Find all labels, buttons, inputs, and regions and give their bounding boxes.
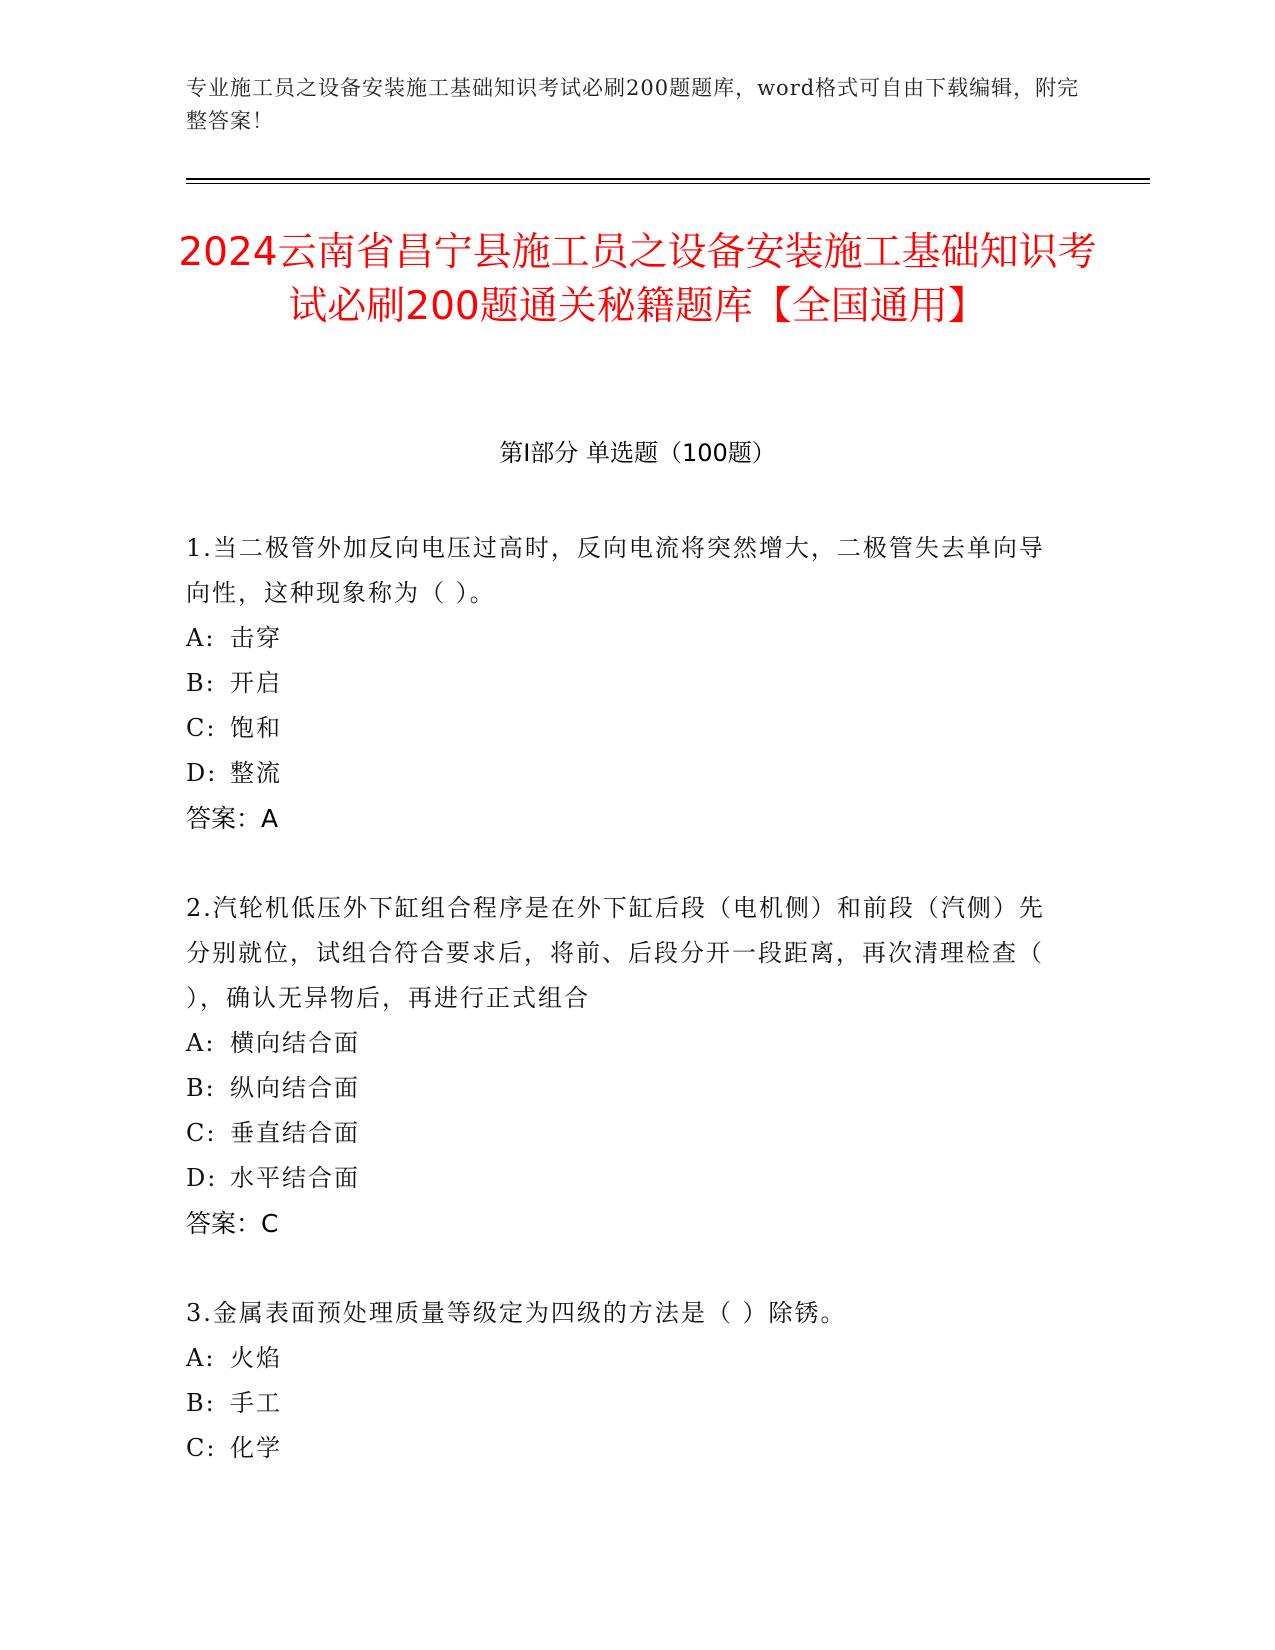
option-text: 击穿 [230, 624, 282, 652]
option-text: 火焰 [230, 1344, 282, 1372]
section-heading: 第Ⅰ部分 单选题（100题） [499, 439, 776, 467]
question-1 [186, 526, 1061, 841]
option-text: 垂直结合面 [230, 1119, 360, 1147]
option-text: 纵向结合面 [230, 1074, 360, 1102]
answer-line: 答案：C [186, 1209, 279, 1238]
option-label: C: [186, 1119, 217, 1147]
option-text: 饱和 [230, 714, 282, 742]
option-text: 横向结合面 [230, 1029, 360, 1057]
option-label: C: [186, 714, 217, 742]
option-label: D: [186, 1164, 218, 1192]
option-a [186, 616, 1061, 661]
option-b [186, 1066, 1061, 1111]
question-2 [186, 886, 1061, 1246]
question-stem: 3.金属表面预处理质量等级定为四级的方法是（ ）除锈。 [186, 1299, 847, 1327]
option-label: C: [186, 1434, 217, 1462]
option-label: A: [186, 624, 216, 652]
header-note: 专业施工员之设备安装施工基础知识考试必刷200题题库，word格式可自由下载编辑，附完整答案！ [186, 76, 1080, 133]
question-3 [186, 1291, 1061, 1471]
document-title: 2024云南省昌宁县施工员之设备安装施工基础知识考试必刷200题通关秘籍题库【全国通用】 [178, 230, 1097, 329]
option-label: D: [186, 759, 218, 787]
option-text: 开启 [230, 669, 282, 697]
option-c [186, 1111, 1061, 1156]
option-label: A: [186, 1029, 216, 1057]
option-text: 整流 [230, 759, 282, 787]
answer-line: 答案：A [186, 804, 279, 833]
option-d [186, 751, 1061, 796]
option-c [186, 1426, 1061, 1471]
option-text: 手工 [230, 1389, 282, 1417]
option-a [186, 1336, 1061, 1381]
option-text: 水平结合面 [230, 1164, 360, 1192]
option-b [186, 1381, 1061, 1426]
option-text: 化学 [230, 1434, 282, 1462]
option-label: B: [186, 669, 216, 697]
header-divider-thin [186, 183, 1150, 184]
header-divider-thick [186, 178, 1150, 180]
option-c [186, 706, 1061, 751]
option-label: A: [186, 1344, 216, 1372]
option-b [186, 661, 1061, 706]
question-stem: 1.当二极管外加反向电压过高时，反向电流将突然增大，二极管失去单向导向性，这种现象称为（ ）。 [186, 534, 1045, 607]
option-d [186, 1156, 1061, 1201]
option-label: B: [186, 1074, 216, 1102]
option-label: B: [186, 1389, 216, 1417]
question-stem: 2.汽轮机低压外下缸组合程序是在外下缸后段（电机侧）和前段（汽侧）先分别就位，试组合符合要求后，将前、后段分开一段距离，再次清理检查（ ），确认无异物后，再进行正式组合 [186, 894, 1045, 1012]
question-list [186, 526, 1061, 1516]
option-a [186, 1021, 1061, 1066]
